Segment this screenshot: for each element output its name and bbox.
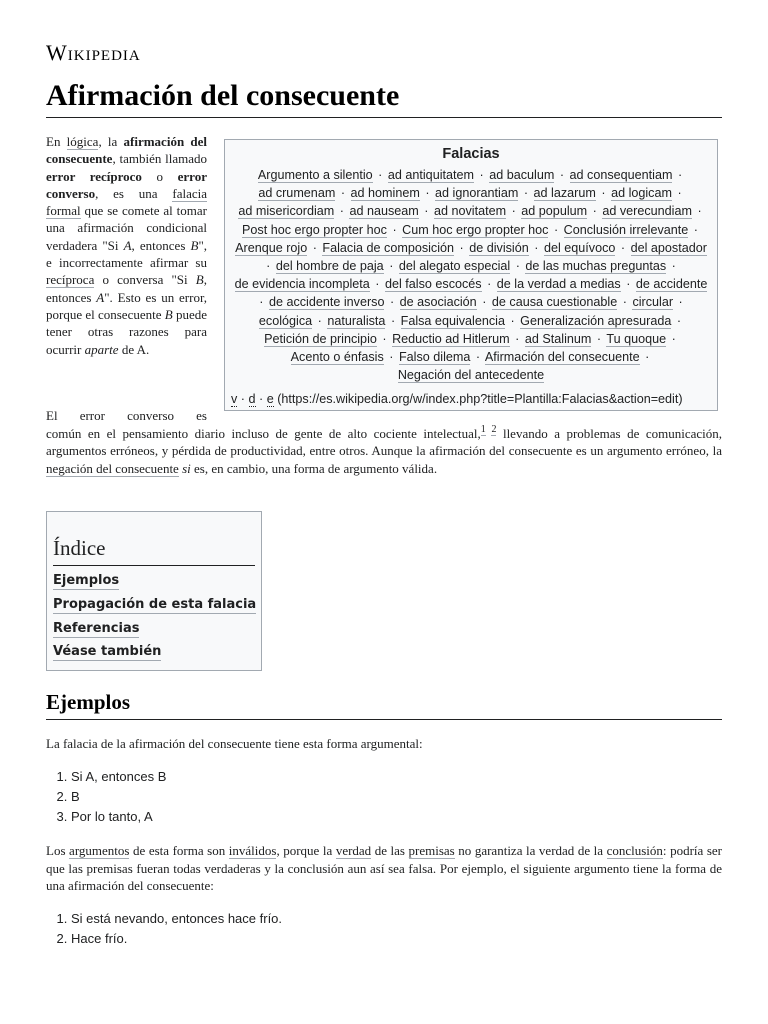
text: ". Esto es un error, porque el consecuente: [46, 289, 207, 322]
text: común en el pensamiento diario incluso de gente de alto cociente intelectual,: [46, 425, 481, 441]
separator-dot: ·: [645, 350, 650, 365]
navbox-link[interactable]: ad logicam: [611, 186, 672, 201]
navbox-link[interactable]: ad consequentiam: [569, 168, 673, 182]
var: A: [96, 289, 105, 305]
navbox-link[interactable]: ad antiquitatem: [387, 168, 474, 182]
toc-title: Índice: [53, 536, 106, 560]
navbox-link[interactable]: ad novitatem: [433, 204, 507, 219]
separator-dot: ·: [424, 204, 429, 219]
text: , entonces: [46, 272, 207, 305]
page-title: Afirmación del consecuente: [46, 79, 400, 112]
falacias-navbox: [224, 139, 718, 411]
section-heading-ejemplos: Ejemplos: [46, 690, 130, 714]
separator-dot: ·: [671, 259, 676, 274]
text: que se comete al tomar una afirmación condicional verdadera "Si: [46, 203, 207, 253]
link-reciproca[interactable]: recíproca: [46, 272, 95, 288]
separator-dot: ·: [511, 204, 516, 219]
list-item: 1. Si está nevando, entonces hace frío.: [71, 909, 282, 929]
separator-dot: ·: [389, 350, 394, 365]
separator-dot: ·: [510, 313, 515, 328]
navbox-link[interactable]: Argumento a silentio: [257, 168, 373, 182]
title-divider: [46, 117, 722, 118]
ref-2[interactable]: 2: [491, 424, 497, 436]
navbox-link[interactable]: ad hominem: [350, 186, 420, 201]
text: no garantiza la verdad de la: [454, 843, 607, 858]
separator-dot: ·: [375, 277, 380, 292]
bold-term: error recíproco: [46, 168, 142, 184]
separator-dot: ·: [339, 204, 344, 219]
separator-dot: ·: [601, 186, 606, 201]
separator-dot: ·: [259, 295, 264, 310]
navbox-link[interactable]: ad ignorantiam: [435, 186, 519, 201]
separator-dot: ·: [382, 331, 387, 346]
navbox-link[interactable]: ad misericordiam: [238, 204, 335, 219]
text: : podría ser que las premisas fueran todas verdaderas y la conclusión aun así sea falsa. Por ejemplo, el siguiente argumento tiene la forma de una afirmación del consecuente:: [46, 843, 722, 893]
var: B: [190, 237, 199, 253]
separator-dot: ·: [626, 277, 631, 292]
list-item: 2. B: [71, 787, 166, 807]
second-paragraph: [46, 407, 722, 477]
separator-dot: ·: [693, 222, 698, 237]
var: B: [195, 272, 204, 288]
bold-term: error converso: [46, 168, 207, 201]
separator-dot: ·: [312, 240, 317, 255]
separator-dot: ·: [487, 277, 492, 292]
emphasis: si: [182, 460, 191, 476]
navbox-list: [225, 162, 717, 384]
navbox-link[interactable]: naturalista: [327, 313, 386, 328]
bold-term: afirmación del consecuente: [46, 134, 207, 167]
navbox-link[interactable]: de la verdad a medias: [496, 277, 621, 292]
toc-item-referencias[interactable]: Referencias: [53, 621, 140, 636]
separator-dot: ·: [553, 222, 559, 237]
navbox-link[interactable]: ecológica: [258, 313, 313, 328]
paragraph: La falacia de la afirmación del consecuente tiene esta forma argumental:: [46, 736, 423, 751]
navbox-link[interactable]: de asociación: [399, 295, 477, 310]
separator-dot: ·: [620, 240, 626, 255]
navbox-link[interactable]: Falacia de composición: [322, 240, 455, 255]
navbox-link[interactable]: Reductio ad Hitlerum: [392, 331, 510, 346]
section-divider: [46, 719, 722, 720]
paragraph: [46, 842, 722, 895]
separator-dot: ·: [479, 168, 484, 182]
navbox-title: Falacias: [442, 146, 500, 162]
edit-url: (https://es.wikipedia.org/w/index.php?title=Plantilla:Falacias&action=edit): [277, 392, 683, 406]
text: , la: [98, 134, 124, 149]
separator-dot: ·: [389, 295, 395, 310]
navbox-link[interactable]: del apostador: [630, 240, 707, 255]
separator-dot: ·: [515, 259, 520, 274]
navbox-link[interactable]: Negación del antecedente: [397, 368, 545, 383]
separator-dot: ·: [317, 313, 322, 328]
separator-dot: ·: [678, 295, 683, 310]
separator-dot: ·: [677, 168, 683, 182]
navbox-link[interactable]: de división: [469, 240, 529, 255]
navbox-link[interactable]: Conclusión irrelevante: [563, 222, 689, 237]
separator-dot: ·: [677, 186, 682, 201]
lead-paragraph: [46, 133, 207, 358]
separator-dot: ·: [534, 240, 539, 255]
text: de las: [371, 843, 409, 858]
separator-dot: ·: [559, 168, 565, 182]
navbox-link[interactable]: ad lazarum: [533, 186, 596, 201]
text: , porque la: [276, 843, 336, 858]
link-argumentos[interactable]: argumentos: [69, 843, 130, 858]
list-item: 2. Hace frío.: [71, 929, 282, 949]
navbox-link[interactable]: de accidente inverso: [268, 295, 385, 310]
text: , entonces: [131, 237, 191, 253]
example-list: [46, 909, 282, 949]
separator-dot: ·: [390, 313, 396, 328]
text: es, en cambio, una forma de argumento válida.: [190, 460, 438, 476]
var: B: [164, 306, 173, 322]
separator-dot: ·: [697, 204, 702, 219]
link-falacia-formal[interactable]: falacia formal: [46, 185, 207, 219]
navbox-link[interactable]: ad verecundiam: [602, 204, 692, 219]
navbox-link[interactable]: ad populum: [521, 204, 588, 219]
navbox-link[interactable]: ad Stalinum: [524, 331, 592, 346]
toc-divider: [53, 565, 255, 566]
list-item: 3. Por lo tanto, A: [71, 807, 166, 827]
wikipedia-wordmark[interactable]: Wikipedia: [46, 40, 141, 65]
navbox-link[interactable]: de causa cuestionable: [491, 295, 618, 310]
navbox-link[interactable]: ad baculum: [489, 168, 555, 182]
separator-dot: ·: [459, 240, 464, 255]
text: de A.: [118, 341, 150, 357]
link-conclusion[interactable]: conclusión: [606, 843, 663, 858]
separator-dot: ·: [592, 204, 597, 219]
text: En: [46, 134, 67, 149]
text: o conversa "Si: [94, 272, 196, 288]
navbox-link[interactable]: de las muchas preguntas: [525, 259, 667, 274]
separator-dot: ·: [482, 295, 487, 310]
link-invalidos[interactable]: inválidos: [228, 843, 277, 858]
navbox-link[interactable]: de evidencia incompleta: [234, 277, 370, 292]
navbox-link[interactable]: del hombre de paja: [275, 259, 384, 274]
argument-form-list: [46, 767, 166, 827]
navbox-link[interactable]: Petición de principio: [264, 331, 377, 346]
navbox-link[interactable]: Falsa equivalencia: [400, 313, 505, 328]
link-negacion-consecuente[interactable]: negación del consecuente: [46, 460, 179, 476]
text: ", e incorrectamente afirmar su: [46, 237, 207, 271]
text: El error converso es: [46, 408, 207, 423]
text: de esta forma son: [129, 843, 229, 858]
toc-item-propagacion[interactable]: Propagación de esta falacia: [53, 597, 257, 612]
navbox-link[interactable]: ad crumenam: [258, 186, 336, 201]
navbox-footer: v · d · e (https://es.wikipedia.org/w/index.php?title=Plantilla:Falacias&action=edit): [231, 392, 683, 406]
navbox-link[interactable]: Tu quoque: [606, 331, 667, 346]
text: , también llamado: [112, 151, 207, 167]
text: Los: [46, 843, 70, 858]
separator-dot: ·: [515, 331, 520, 346]
separator-dot: ·: [523, 186, 529, 201]
separator-dot: ·: [475, 350, 481, 365]
navbox-link[interactable]: Falso dilema: [398, 350, 471, 365]
separator-dot: ·: [676, 313, 682, 328]
link-premisas[interactable]: premisas: [408, 843, 455, 858]
navbox-link[interactable]: Acento o énfasis: [290, 350, 384, 365]
emphasis: aparte: [84, 341, 119, 357]
separator-dot: ·: [671, 331, 676, 346]
text: puede tener otras razones para ocurrir: [46, 306, 208, 357]
view-link[interactable]: v: [231, 392, 238, 406]
separator-dot: ·: [392, 222, 397, 237]
navbox-link[interactable]: del falso escocés: [384, 277, 482, 292]
ref-1[interactable]: 1: [480, 424, 486, 436]
navbox-link[interactable]: Post hoc ergo propter hoc: [242, 222, 387, 237]
separator-dot: ·: [425, 186, 430, 201]
link-logica[interactable]: lógica: [66, 134, 99, 149]
navbox-link[interactable]: Cum hoc ergo propter hoc: [402, 222, 549, 237]
var: A: [123, 237, 132, 253]
toc-item-vease-tambien[interactable]: Véase también: [53, 644, 162, 659]
navbox-link[interactable]: Afirmación del consecuente: [484, 350, 640, 365]
edit-link[interactable]: e: [266, 392, 274, 406]
navbox-link[interactable]: del equívoco: [543, 240, 616, 255]
navbox-link[interactable]: Arenque rojo: [235, 240, 308, 255]
discuss-link[interactable]: d: [248, 392, 256, 406]
navbox-link[interactable]: del alegato especial: [398, 259, 511, 274]
separator-dot: ·: [622, 295, 627, 310]
toc-item-ejemplos[interactable]: Ejemplos: [53, 573, 120, 588]
separator-dot: ·: [596, 331, 602, 346]
separator-dot: ·: [389, 259, 394, 274]
navbox-link[interactable]: Generalización apresurada: [520, 313, 672, 328]
list-item: 1. Si A, entonces B: [71, 767, 166, 787]
separator-dot: ·: [340, 186, 346, 201]
text: llevando a problemas de comunicación, argumentos erróneos, y pérdida de productividad, entre otros. Aunque la afirmación del consecuente es un argumento erróneo, la: [46, 425, 722, 458]
text: o: [141, 168, 178, 184]
navbox-link[interactable]: de accidente: [635, 277, 708, 292]
separator-dot: ·: [378, 168, 383, 182]
navbox-link[interactable]: ad nauseam: [349, 204, 419, 219]
navbox-link[interactable]: circular: [632, 295, 674, 310]
link-verdad[interactable]: verdad: [335, 843, 372, 858]
separator-dot: ·: [266, 259, 271, 274]
text: , es una: [95, 185, 173, 201]
table-of-contents: [46, 511, 262, 671]
